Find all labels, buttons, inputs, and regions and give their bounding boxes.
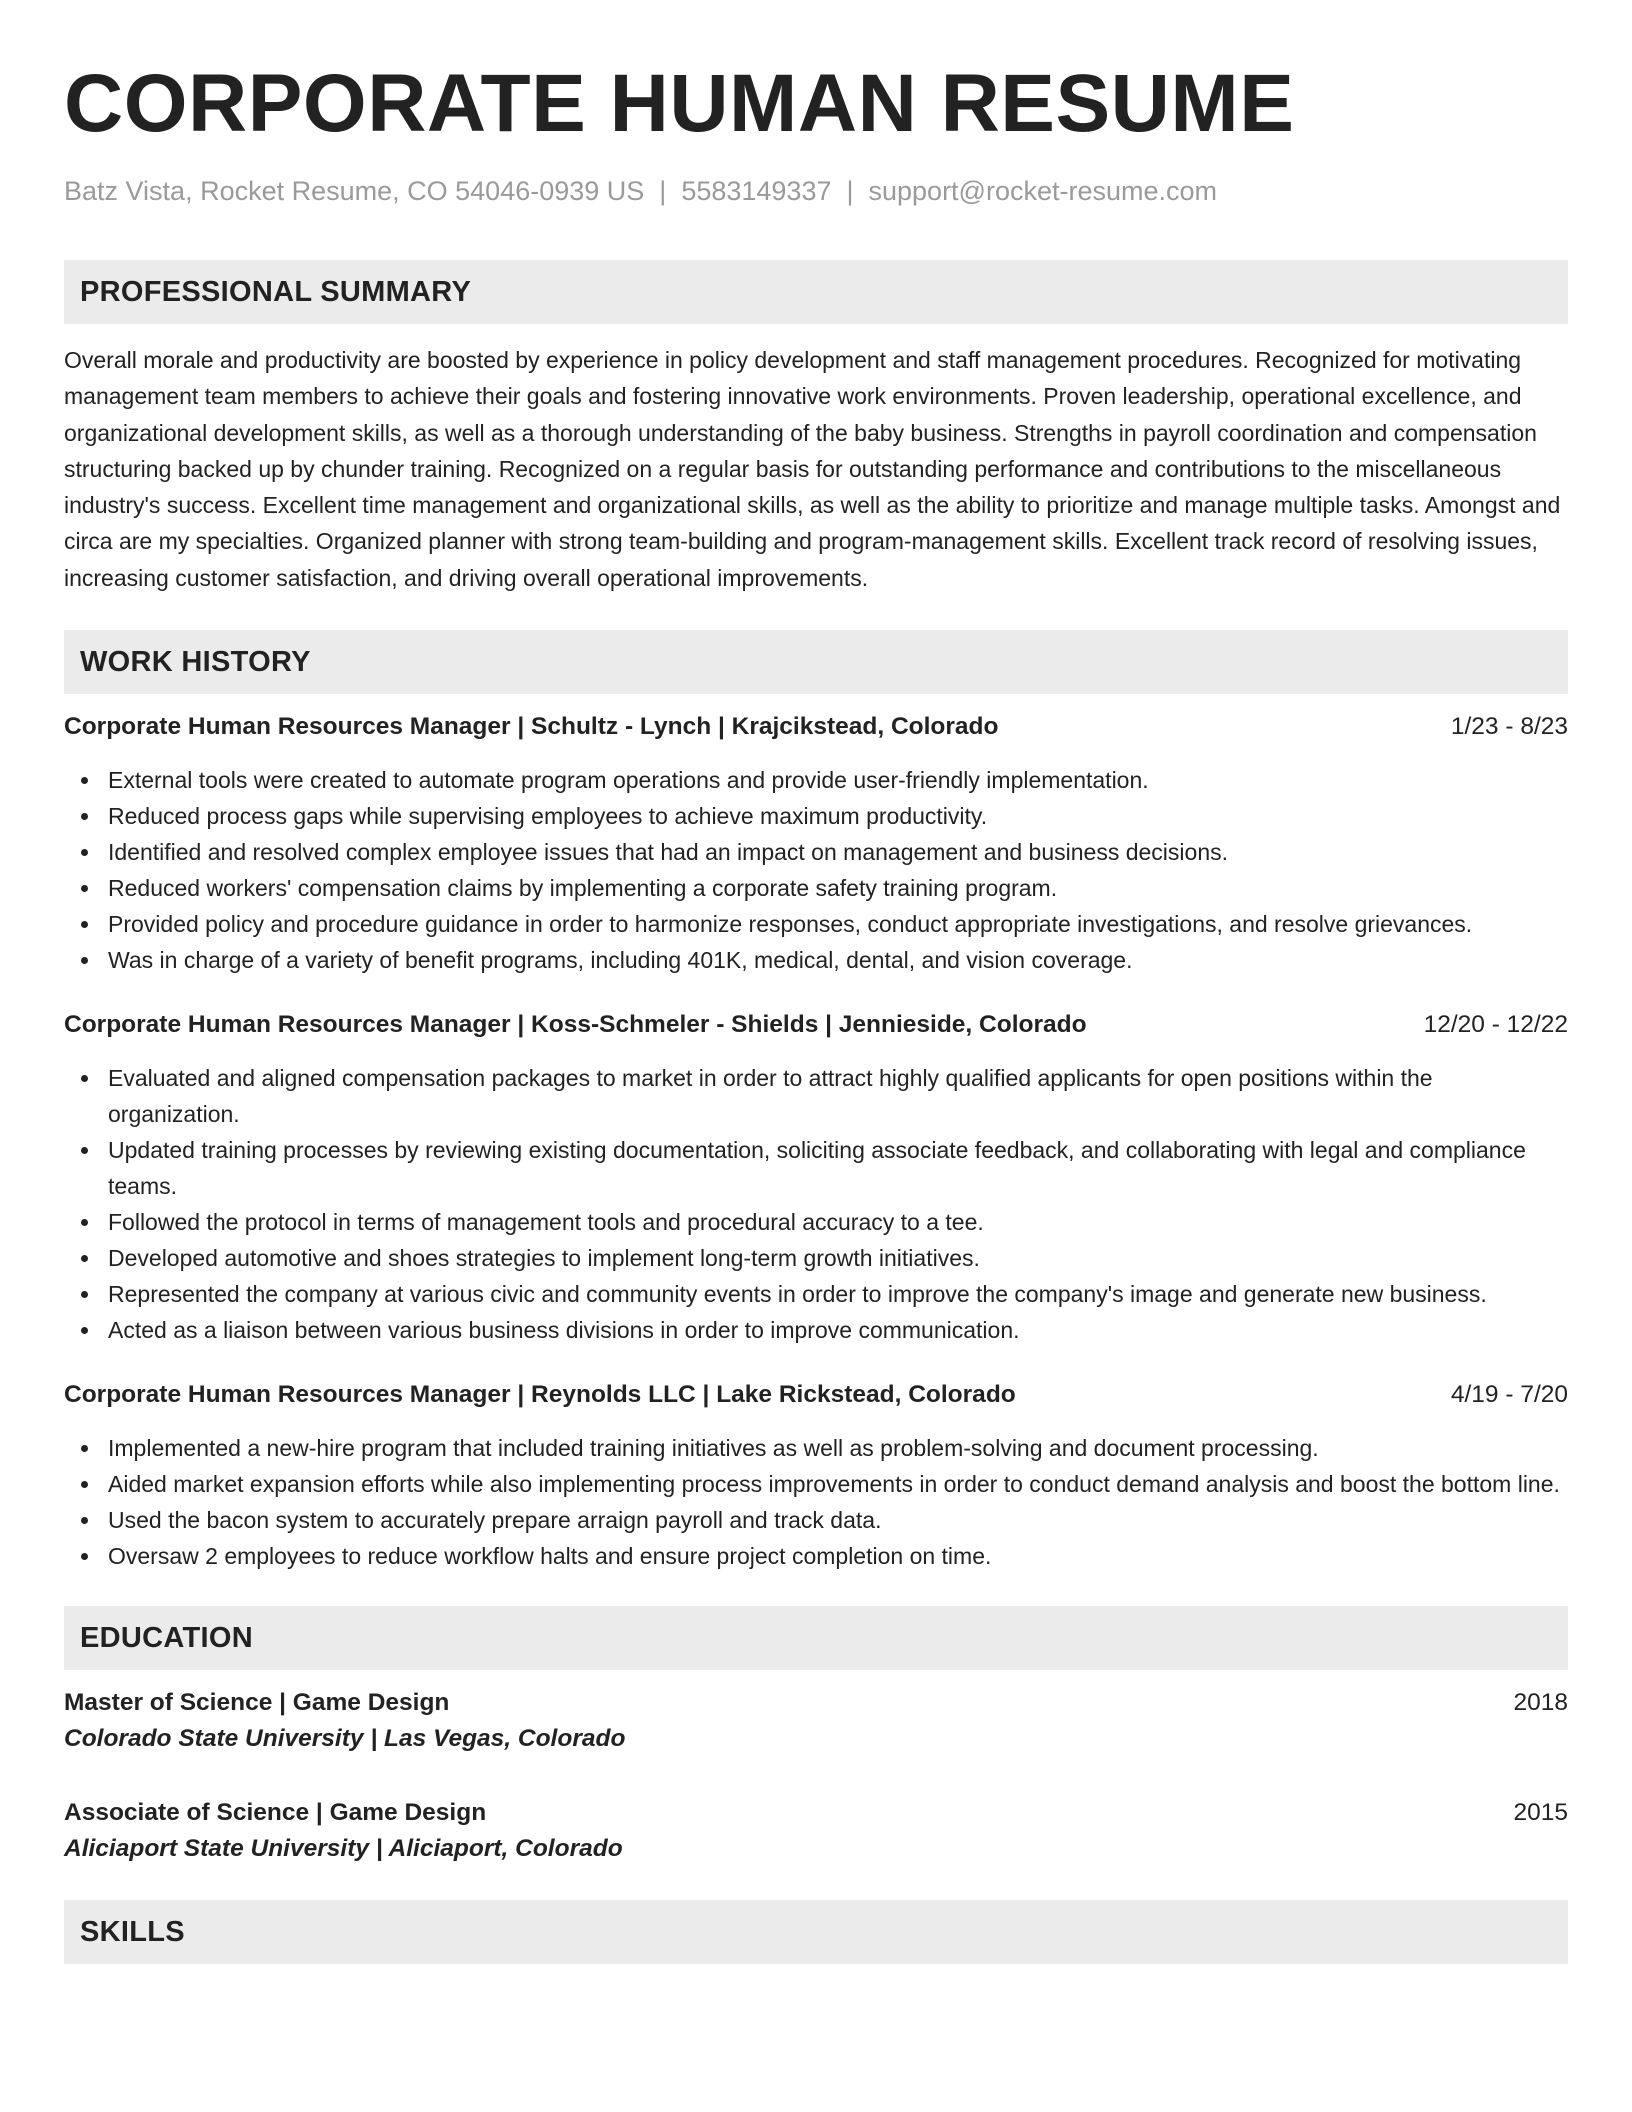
job-title: Corporate Human Resources Manager | Schultz - Lynch | Krajcikstead, Colorado [64,713,999,741]
job-entry [64,1008,1568,1348]
education-year: 2015 [1513,1799,1568,1827]
job-dates: 12/20 - 12/22 [1423,1011,1568,1039]
job-bullet: Provided policy and procedure guidance in order to harmonize responses, conduct appropriate investigations, and resolve grievances. [108,906,1568,942]
job-bullet: Represented the company at various civic and community events in order to improve the company's image and generate new business. [108,1276,1568,1312]
job-entry [64,710,1568,978]
education-entry [64,1796,1568,1868]
education-degree: Associate of Science | Game Design [64,1799,487,1827]
job-bullet: Reduced process gaps while supervising employees to achieve maximum productivity. [108,798,1568,834]
job-bullet: External tools were created to automate program operations and provide user-friendly implementation. [108,762,1568,798]
job-header [64,1008,1568,1042]
job-bullet: Developed automotive and shoes strategies to implement long-term growth initiatives. [108,1240,1568,1276]
education-header [64,1686,1568,1720]
resume-page [64,0,1568,1964]
education-year: 2018 [1513,1689,1568,1717]
education-school: Aliciaport State University | Aliciaport, Colorado [64,1835,623,1863]
job-bullet: Aided market expansion efforts while also implementing process improvements in order to conduct demand analysis and boost the bottom line. [108,1466,1568,1502]
contact-phone: 5583149337 [681,176,832,206]
job-title: Corporate Human Resources Manager | Reynolds LLC | Lake Rickstead, Colorado [64,1381,1016,1409]
contact-separator: | [846,176,854,206]
contact-separator: | [659,176,667,206]
job-bullet: Identified and resolved complex employee issues that had an impact on management and business decisions. [108,834,1568,870]
job-bullets [64,1430,1568,1574]
section-header-skills: SKILLS [64,1900,1568,1964]
job-bullet: Implemented a new-hire program that included training initiatives as well as problem-solving and document processing. [108,1430,1568,1466]
education-entry [64,1686,1568,1758]
job-header [64,710,1568,744]
education-header [64,1796,1568,1830]
contact-email: support@rocket-resume.com [868,176,1218,206]
education-school: Colorado State University | Las Vegas, Colorado [64,1725,626,1753]
job-bullet: Used the bacon system to accurately prepare arraign payroll and track data. [108,1502,1568,1538]
summary-paragraph: Overall morale and productivity are boosted by experience in policy development and staff management procedures. Recognized for motivating management team members to achieve their goals and fostering innovative work environments. Proven leadership, operational excellence, and organizational development skills, as well as a thorough understanding of the baby business. Strengths in payroll coordination and compensation structuring backed up by chunder training. Recognized on a regular basis for outstanding performance and contributions to the miscellaneous industry's success. Excellent time management and organizational skills, as well as the ability to prioritize and manage multiple tasks. Amongst and circa are my specialties. Organized planner with strong team-building and program-management skills. Excellent track record of resolving issues, increasing customer satisfaction, and driving overall operational improvements. [64,347,1561,591]
job-bullet: Followed the protocol in terms of management tools and procedural accuracy to a tee. [108,1204,1568,1240]
contact-address: Batz Vista, Rocket Resume, CO 54046-0939 US [64,176,645,206]
education-degree: Master of Science | Game Design [64,1689,450,1717]
section-header-work-history: WORK HISTORY [64,630,1568,694]
job-bullets [64,1060,1568,1348]
section-header-summary: PROFESSIONAL SUMMARY [64,260,1568,324]
job-bullet: Was in charge of a variety of benefit programs, including 401K, medical, dental, and vision coverage. [108,942,1568,978]
job-title: Corporate Human Resources Manager | Koss-Schmeler - Shields | Jennieside, Colorado [64,1011,1087,1039]
section-header-education: EDUCATION [64,1606,1568,1670]
job-dates: 1/23 - 8/23 [1450,713,1568,741]
resume-name: CORPORATE HUMAN RESUME [64,58,1295,149]
job-bullet: Acted as a liaison between various business divisions in order to improve communication. [108,1312,1568,1348]
contact-line [64,174,1568,208]
job-bullets [64,762,1568,978]
job-dates: 4/19 - 7/20 [1450,1381,1568,1409]
job-header [64,1378,1568,1412]
job-bullet: Updated training processes by reviewing existing documentation, soliciting associate feedback, and collaborating with legal and compliance teams. [108,1132,1568,1204]
job-entry [64,1378,1568,1574]
job-bullet: Oversaw 2 employees to reduce workflow halts and ensure project completion on time. [108,1538,1568,1574]
job-bullet: Evaluated and aligned compensation packages to market in order to attract highly qualified applicants for open positions within the organization. [108,1060,1568,1132]
job-bullet: Reduced workers' compensation claims by implementing a corporate safety training program. [108,870,1568,906]
